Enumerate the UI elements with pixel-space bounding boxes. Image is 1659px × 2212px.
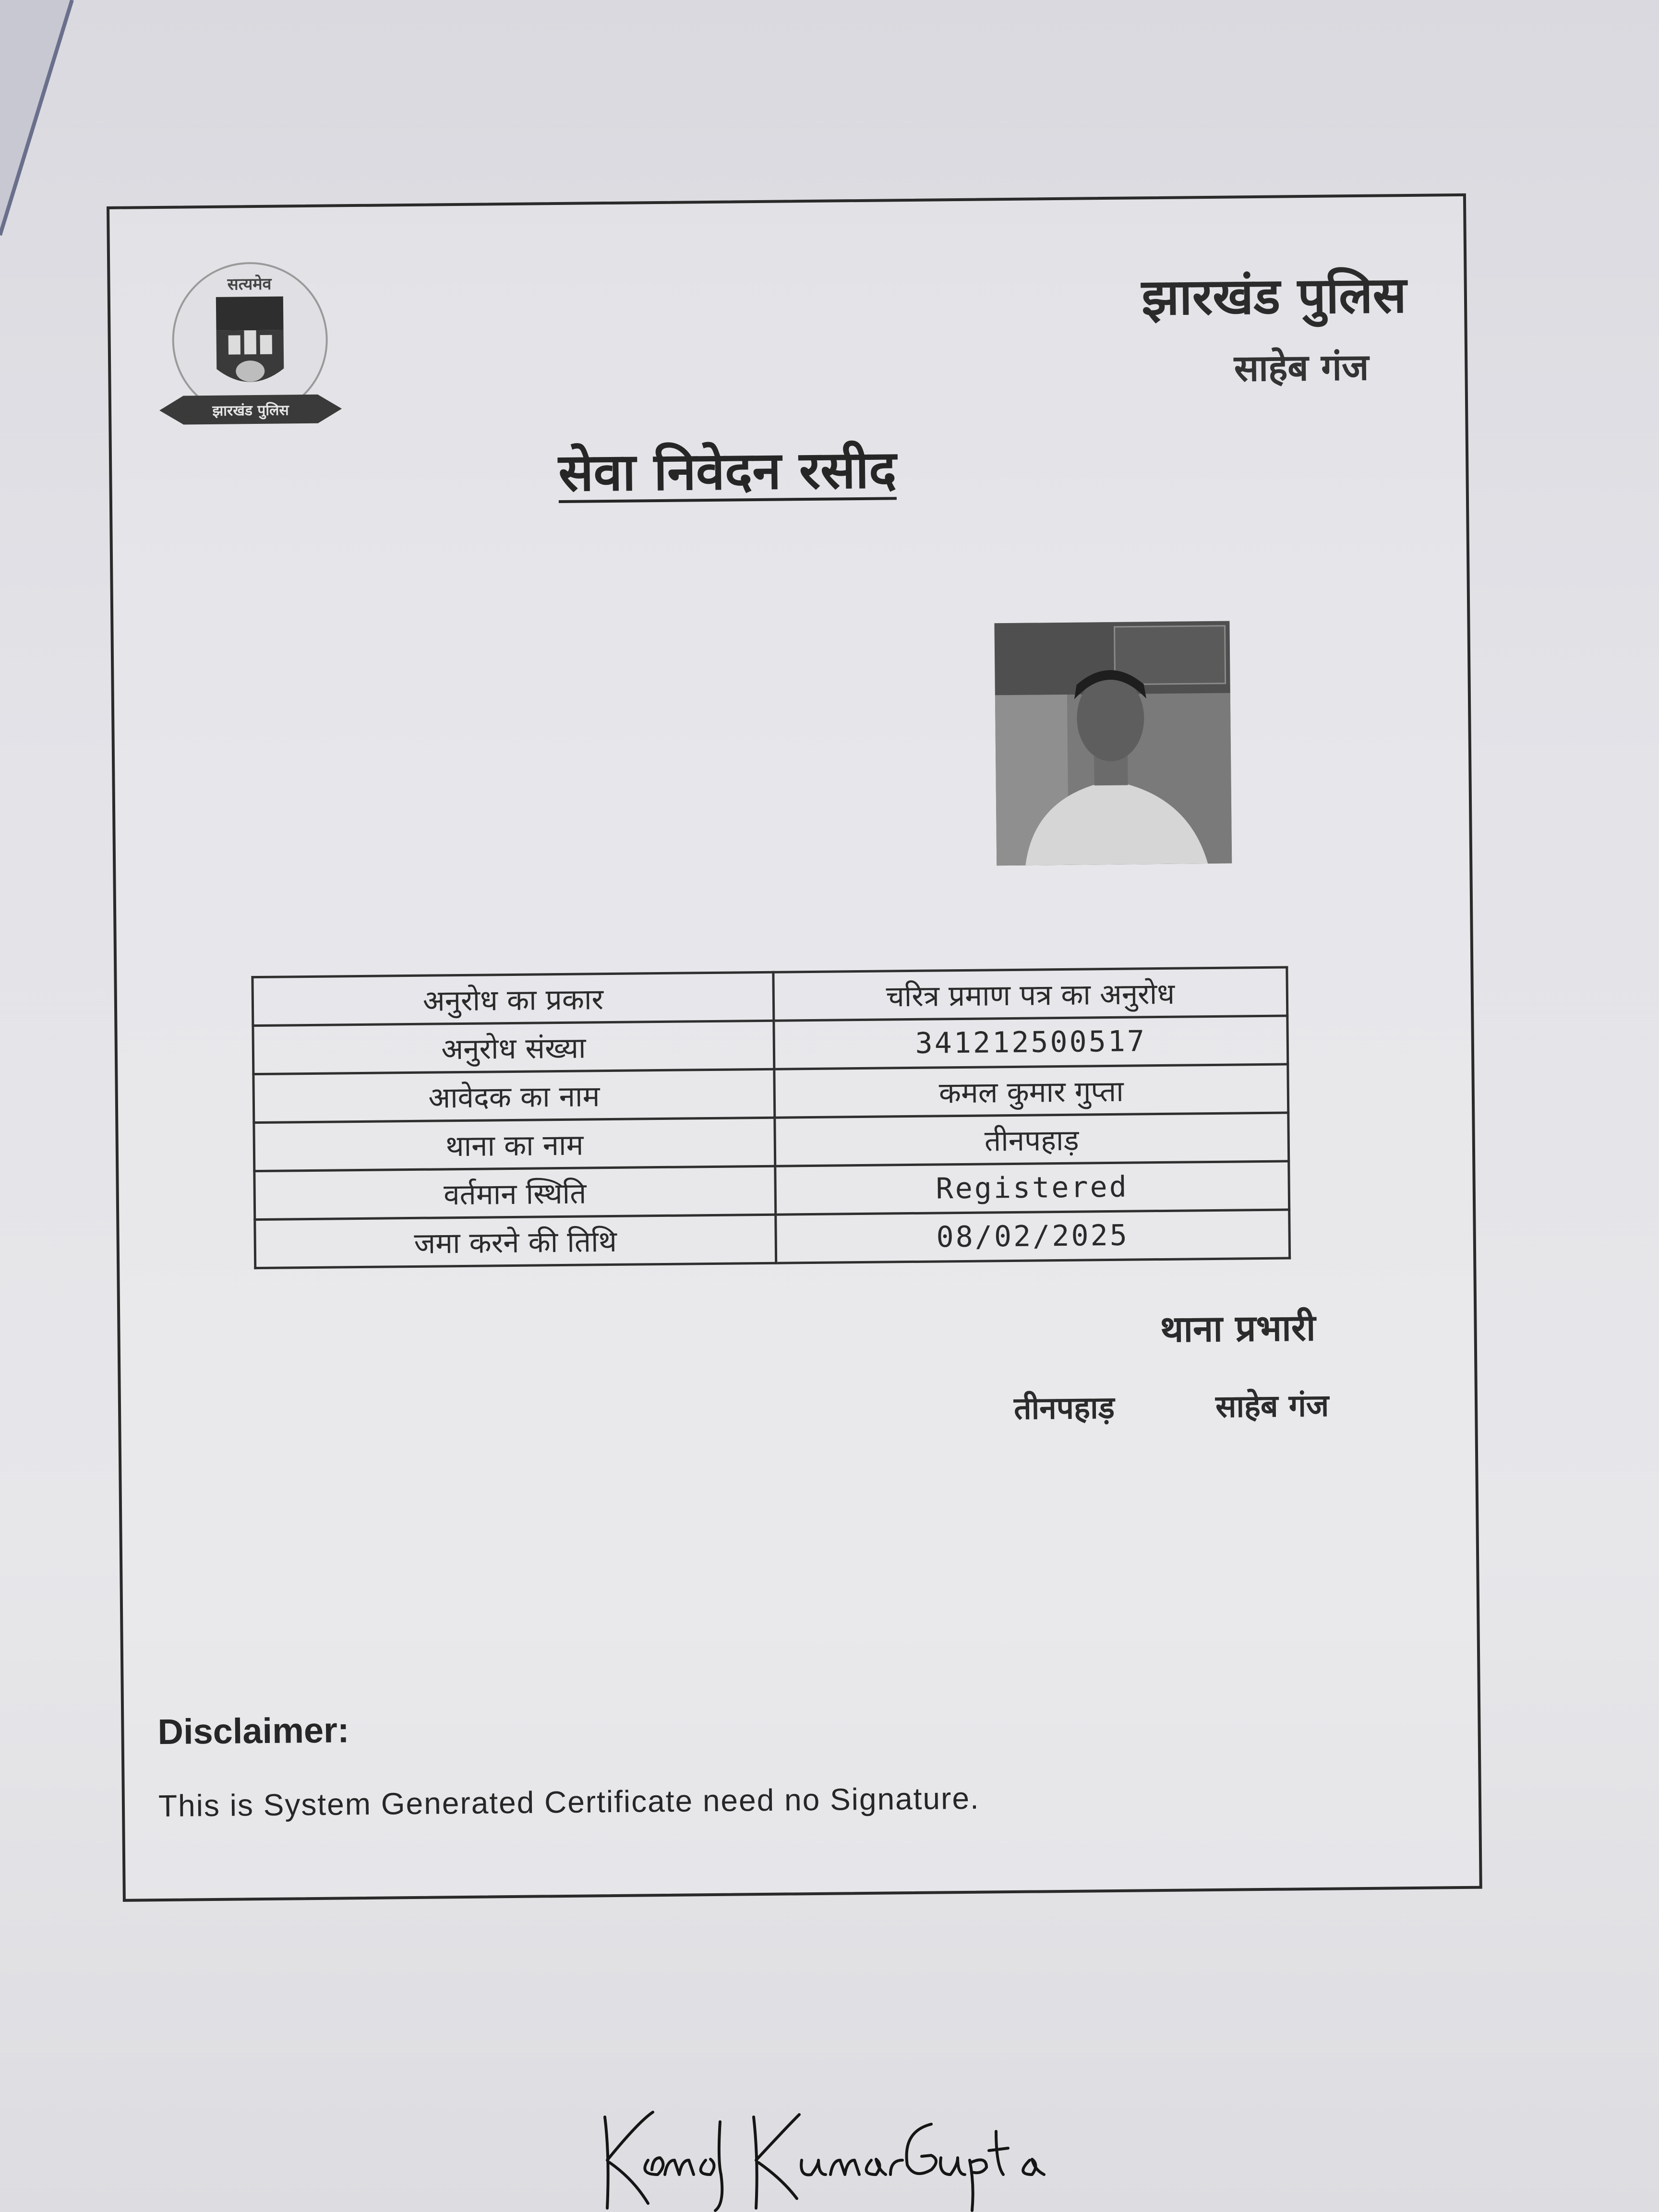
disclaimer-text: This is System Generated Certificate need no Signature. <box>158 1780 980 1824</box>
applicant-photo <box>994 621 1232 866</box>
person-photo-icon <box>994 621 1232 866</box>
document-title: सेवा निवेदन रसीद <box>558 440 897 503</box>
row-value-request-type: चरित्र प्रमाण पत्र का अनुरोध <box>773 967 1287 1021</box>
officer-district: साहेब गंज <box>1215 1388 1329 1425</box>
officer-title: थाना प्रभारी <box>1160 1306 1316 1351</box>
svg-text:झारखंड पुलिस: झारखंड पुलिस <box>212 402 289 420</box>
district-name: साहेब गंज <box>1234 345 1369 390</box>
request-details-table <box>251 966 1291 1269</box>
officer-station: तीनपहाड़ <box>1013 1390 1115 1427</box>
row-label-submission-date: जमा करने की तिथि <box>255 1214 776 1268</box>
row-label-current-status: वर्तमान स्थिति <box>254 1166 776 1219</box>
row-label-applicant-name: आवेदक का नाम <box>253 1069 775 1122</box>
service-receipt-document <box>107 193 1482 1902</box>
disclaimer-title: Disclaimer: <box>157 1710 349 1752</box>
row-value-police-station: तीनपहाड़ <box>775 1113 1289 1166</box>
police-emblem-logo <box>148 250 357 454</box>
row-value-request-number: 341212500517 <box>774 1016 1288 1069</box>
svg-text:सत्यमेव: सत्यमेव <box>227 274 272 294</box>
table-row <box>255 1210 1290 1268</box>
row-value-applicant-name: कमल कुमार गुप्ता <box>774 1064 1288 1118</box>
row-label-request-number: अनुरोध संख्या <box>253 1021 774 1074</box>
row-value-submission-date: 08/02/2025 <box>776 1210 1290 1263</box>
organization-name: झारखंड पुलिस <box>1141 265 1407 327</box>
row-value-current-status: Registered <box>775 1161 1289 1214</box>
handwritten-signature <box>595 2103 1066 2212</box>
row-label-request-type: अनुरोध का प्रकार <box>252 972 774 1025</box>
row-label-police-station: थाना का नाम <box>254 1118 775 1171</box>
